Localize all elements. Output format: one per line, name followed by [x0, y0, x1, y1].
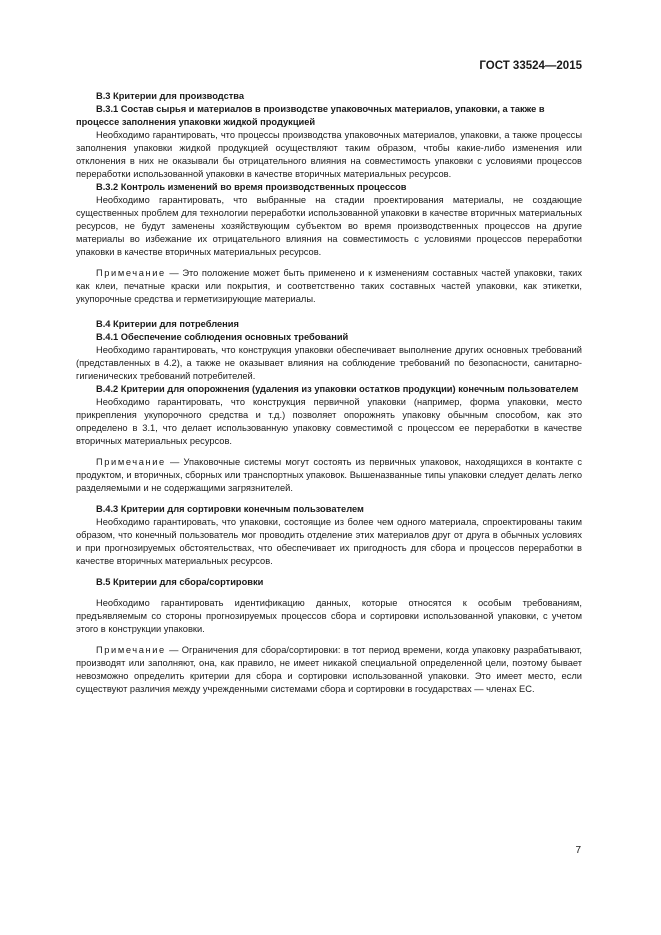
- section-b3-1-title: В.3.1 Состав сырья и материалов в производстве упаковочных материалов, упаковки, а также в процессе заполнения упаковки жидкой продукцией: [76, 104, 545, 127]
- section-b4-3-title: В.4.3 Критерии для сортировки конечным пользователем: [96, 504, 364, 514]
- section-b5-title: В.5 Критерии для сбора/сортировки: [96, 577, 264, 587]
- section-b4-title: В.4 Критерии для потребления: [96, 319, 239, 329]
- section-b4-1-text: Необходимо гарантировать, что конструкция упаковки обеспечивает выполнение других основных требований (представленных в 4.2), а также не оказывает влияния на соблюдение требований по безопасности, санитарно-гигиенических требований потребителей.: [76, 345, 582, 381]
- note-text: — Это положение может быть применено и к изменениям составных частей упаковки, таких как клеи, печатные краски или покрытия, и соответственно таких составных частей упаковки, как этикетки, укупорочные средства и герметизирующие материалы.: [76, 268, 582, 304]
- note-label: Примечание: [96, 268, 166, 278]
- note-label: Примечание: [96, 645, 166, 655]
- section-b3-2-text: Необходимо гарантировать, что выбранные на стадии проектирования материалы, не создающие существенных проблем для технологии переработки использованной упаковки в качестве вторичных материальных ресурсов, не будут заменены хозяйствующим субъектом во время производственных процессов на другие материалы во избежание их отрицательного влияния на совместимость с условиями процессов переработки упаковки в качестве вторичных материальных ресурсов.: [76, 195, 582, 257]
- note-text: — Упаковочные системы могут состоять из первичных упаковок, находящихся в контакте с продуктом, и вторичных, сборных или транспортных упаковок. Вышеназванные типы упаковки следует делать легко разделяемыми и не содержащими загрязнителей.: [76, 457, 582, 493]
- section-b5-text: Необходимо гарантировать идентификацию данных, которые относятся к особым требованиям, предъявляемым со стороны прогнозируемых процессов сбора и сортировки использованной упаковки, с учетом этого в конструкции упаковки.: [76, 598, 582, 634]
- note-b3: [76, 267, 582, 306]
- note-label: Примечание: [96, 457, 166, 467]
- section-b4-2-text: Необходимо гарантировать, что конструкция первичной упаковки (например, форма упаковки, место прикрепления укупорочного средства и т.д.) позволяет опорожнять упаковку обычным способом, как это определено в 3.1, что делает использованную упаковку совместимой с процессом ее переработки в качестве вторичных материальных ресурсов.: [76, 397, 582, 446]
- document-id: ГОСТ 33524—2015: [479, 60, 582, 72]
- section-b3-1-text: Необходимо гарантировать, что процессы производства упаковочных материалов, упаковки, а также процессы заполнения упаковки жидкой продукцией осуществляют таким образом, чтобы какие-либо изменения или отклонения в них не оказывали бы отрицательного влияния на совместимость упаковки с условиями процессов переработки использованной упаковки в качестве вторичных материальных ресурсов.: [76, 130, 582, 179]
- section-b4-2-title: В.4.2 Критерии для опорожнения (удаления из упаковки остатков продукции) конечным пользователем: [96, 384, 579, 394]
- note-b4: [76, 456, 582, 495]
- section-b3-2-title: В.3.2 Контроль изменений во время производственных процессов: [96, 182, 407, 192]
- note-text: — Ограничения для сбора/сортировки: в тот период времени, когда упаковку разрабатывают, производят или заполняют, она, как правило, не имеет никакой специальной определенной цели, поэтому бывает невозможно определить критерии для сбора и сортировки использованной упаковки. Это имеет место, если существуют различия между учрежденными системами сбора и сортировки в государствах — членах ЕС.: [76, 645, 582, 694]
- document-body: [76, 90, 582, 696]
- page-number: 7: [575, 845, 581, 856]
- section-b4-3-text: Необходимо гарантировать, что упаковки, состоящие из более чем одного материала, спроектированы таким образом, что конечный пользователь мог проводить отделение этих материалов друг от друга в обычных условиях и при прогнозируемых обстоятельствах, что обеспечивает их пригодность для сбора и процессов переработки в качестве вторичных материальных ресурсов.: [76, 517, 582, 566]
- section-b4-1-title: В.4.1 Обеспечение соблюдения основных требований: [96, 332, 349, 342]
- note-b5: [76, 644, 582, 696]
- section-b3-title: В.3 Критерии для производства: [96, 91, 245, 101]
